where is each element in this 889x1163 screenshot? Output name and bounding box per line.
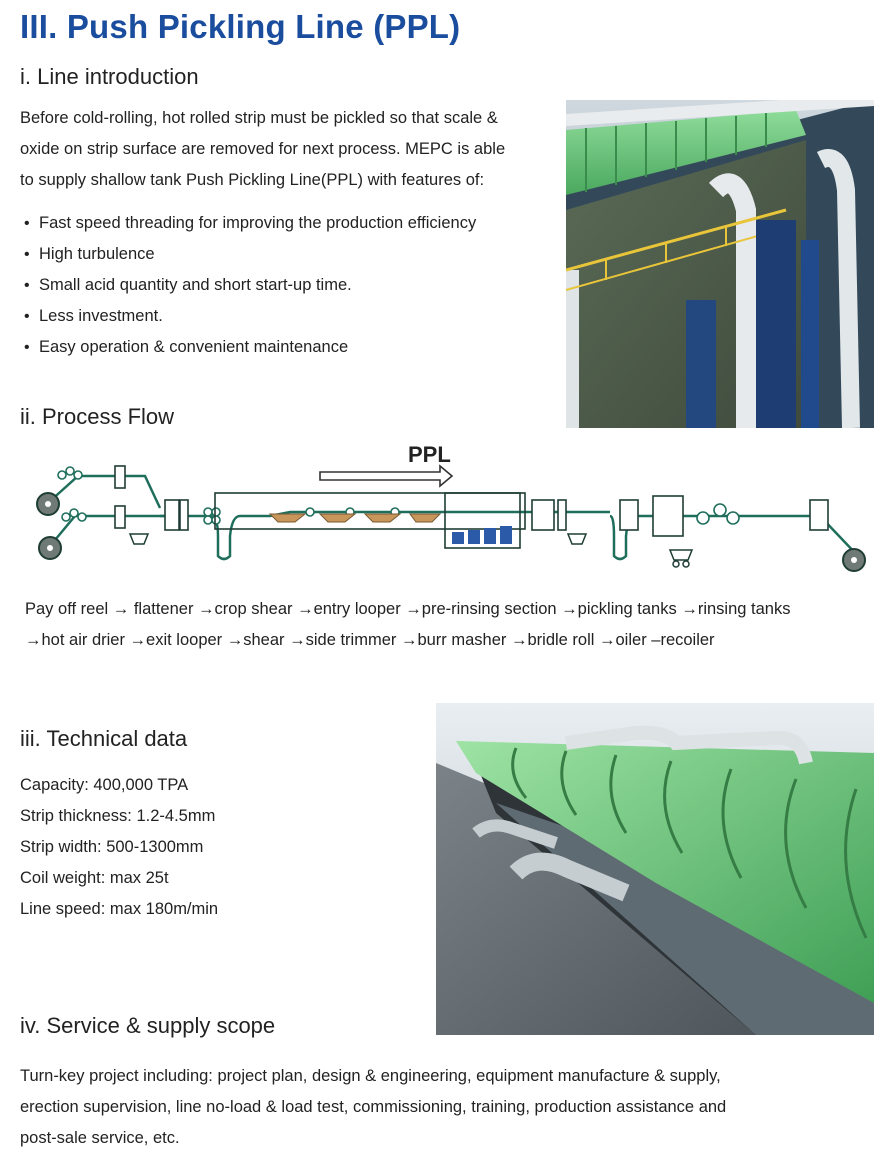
page-title: III. Push Pickling Line (PPL) — [20, 8, 461, 45]
service-line: erection supervision, line no-load & load test, commissioning, training, production assistance and — [20, 1098, 727, 1116]
section-heading-intro: i. Line introduction — [20, 64, 199, 89]
service-paragraph — [20, 1061, 880, 1154]
pickling-line-photo-1 — [566, 100, 874, 428]
feature-item: • Fast speed threading for improving the production efficiency — [20, 208, 560, 239]
tech-item-thickness: Strip thickness: 1.2-4.5mm — [20, 807, 216, 825]
process-flow-diagram — [20, 438, 875, 578]
tech-item-width: Strip width: 500-1300mm — [20, 838, 204, 856]
feature-list — [20, 208, 560, 363]
service-line: Turn-key project including: project plan, design & engineering, equipment manufacture & supply, — [20, 1067, 721, 1085]
section-heading-process: ii. Process Flow — [20, 404, 175, 429]
tech-item-capacity: Capacity: 400,000 TPA — [20, 776, 189, 794]
coil-icon — [37, 493, 865, 571]
feature-item: • Less investment. — [20, 301, 560, 332]
feature-item: • High turbulence — [20, 239, 560, 270]
flow-line: →hot air drier →exit looper →shear →side trimmer →burr masher →bridle roll →oiler –recoiler — [25, 631, 715, 649]
intro-line: Before cold-rolling, hot rolled strip must be pickled so that scale & — [20, 109, 498, 127]
pickling-line-photo-2 — [436, 703, 874, 1035]
feature-item: • Easy operation & convenient maintenance — [20, 332, 560, 363]
tech-item-line-speed: Line speed: max 180m/min — [20, 900, 219, 918]
section-heading-service: iv. Service & supply scope — [20, 1013, 276, 1038]
ppl-label: PPL — [408, 442, 451, 467]
section-heading-technical: iii. Technical data — [20, 726, 188, 751]
technical-data-list — [20, 770, 218, 925]
process-flow-text — [25, 594, 885, 656]
feature-item: • Small acid quantity and short start-up time. — [20, 270, 560, 301]
service-line: post-sale service, etc. — [20, 1129, 180, 1147]
tech-item-coil-weight: Coil weight: max 25t — [20, 869, 169, 887]
intro-paragraph — [20, 103, 565, 196]
flow-line: Pay off reel → flattener →crop shear →entry looper →pre-rinsing section →pickling tanks →rinsing tanks — [25, 600, 791, 618]
intro-line: to supply shallow tank Push Pickling Line(PPL) with features of: — [20, 171, 485, 189]
intro-line: oxide on strip surface are removed for next process. MEPC is able — [20, 140, 506, 158]
